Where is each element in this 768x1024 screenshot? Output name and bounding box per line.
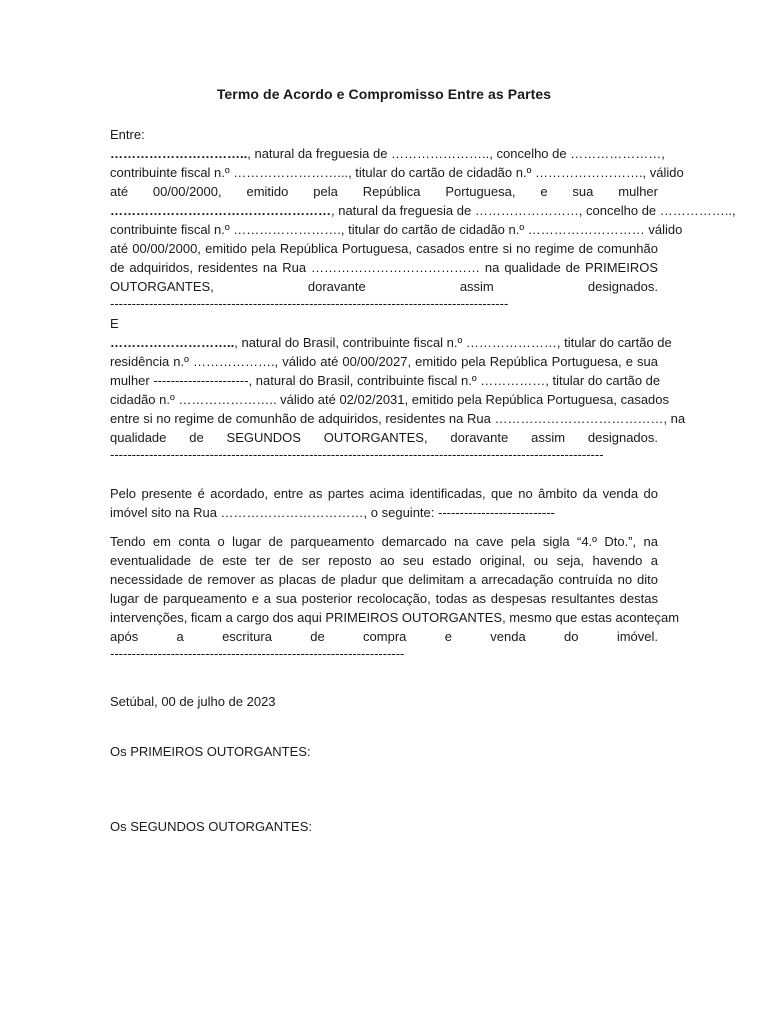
date-line: Setúbal, 00 de julho de 2023 <box>110 694 276 709</box>
p4-line-1: Tendo em conta o lugar de parqueamento demarcado na cave pela sigla “4.º Dto.”, na <box>110 534 658 549</box>
separator-3: -------------------------------------------------------------------- <box>110 646 405 661</box>
p2-line-2: residência n.º ………………., válido até 00/00/2027, emitido pela República Portuguesa, e sua <box>110 354 658 369</box>
p2-line-1 <box>110 334 672 351</box>
p1-line-3: até 00/00/2000, emitido pela República Portuguesa, e sua mulher <box>110 184 658 199</box>
p1-line-5: contribuinte fiscal n.º ……………………., titular do cartão de cidadão n.º ……………………… válido <box>110 222 683 237</box>
p1-line-1-text: , natural da freguesia de ………………….., concelho de …………………, <box>247 146 665 161</box>
p4-line-3: necessidade de remover as placas de pladur que delimitam a arrecadação contruída no dito <box>110 572 658 587</box>
p1-line-8: OUTORGANTES, doravante assim designados. <box>110 279 658 294</box>
p2-line-1-text: , natural do Brasil, contribuinte fiscal n.º …………………, titular do cartão de <box>234 335 672 350</box>
p1-line-4-name: …………………………………………… <box>110 203 331 218</box>
p2-line-6: qualidade de SEGUNDOS OUTORGANTES, doravante assim designados. <box>110 430 658 445</box>
signature-first-parties: Os PRIMEIROS OUTORGANTES: <box>110 744 311 759</box>
separator-2: ------------------------------------------------------------------------------------------------------------------ <box>110 447 604 462</box>
p3-line-2: imóvel sito na Rua ……………………………, o seguinte: --------------------------- <box>110 505 555 520</box>
p1-line-1-name: ………………………….. <box>110 146 248 161</box>
p1-line-7: de adquiridos, residentes na Rua ………………………………… na qualidade de PRIMEIROS <box>110 260 658 275</box>
p1-line-2: contribuinte fiscal n.º ……………………..., titular do cartão de cidadão n.º ……………………., válido <box>110 165 684 180</box>
p4-line-4: lugar de parqueamento e a sua posterior recolocação, todas as despesas resultantes destas <box>110 591 658 606</box>
p2-line-1-name: ……………………….. <box>110 335 235 350</box>
p4-line-5: intervenções, ficam a cargo dos aqui PRIMEIROS OUTORGANTES, mesmo que estas aconteçam <box>110 610 680 625</box>
p3-line-1: Pelo presente é acordado, entre as partes acima identificadas, que no âmbito da venda do <box>110 486 658 501</box>
document-title: Termo de Acordo e Compromisso Entre as Partes <box>216 86 552 102</box>
p1-line-6: até 00/00/2000, emitido pela República Portuguesa, casados entre si no regime de comunhão <box>110 241 658 256</box>
p1-line-1 <box>110 145 665 162</box>
entre-label: Entre: <box>110 127 145 142</box>
p1-line-4-text: , natural da freguesia de ……………………, concelho de …………….., <box>331 203 736 218</box>
e-label: E <box>110 316 119 331</box>
p4-line-6: após a escritura de compra e venda do imóvel. <box>110 629 658 644</box>
p2-line-4: cidadão n.º ………………….. válido até 02/02/2031, emitido pela República Portuguesa, casados <box>110 392 670 407</box>
p2-line-3: mulher ----------------------, natural do Brasil, contribuinte fiscal n.º ……………, titular do cartão de <box>110 373 661 388</box>
separator-1: -------------------------------------------------------------------------------------------- <box>110 296 509 311</box>
p1-line-4 <box>110 202 736 219</box>
p2-line-5: entre si no regime de comunhão de adquiridos, residentes na Rua …………………………………, na <box>110 411 686 426</box>
p4-line-2: eventualidade de este ter de ser reposto ao seu estado original, ou seja, havendo a <box>110 553 658 568</box>
signature-second-parties: Os SEGUNDOS OUTORGANTES: <box>110 819 313 834</box>
